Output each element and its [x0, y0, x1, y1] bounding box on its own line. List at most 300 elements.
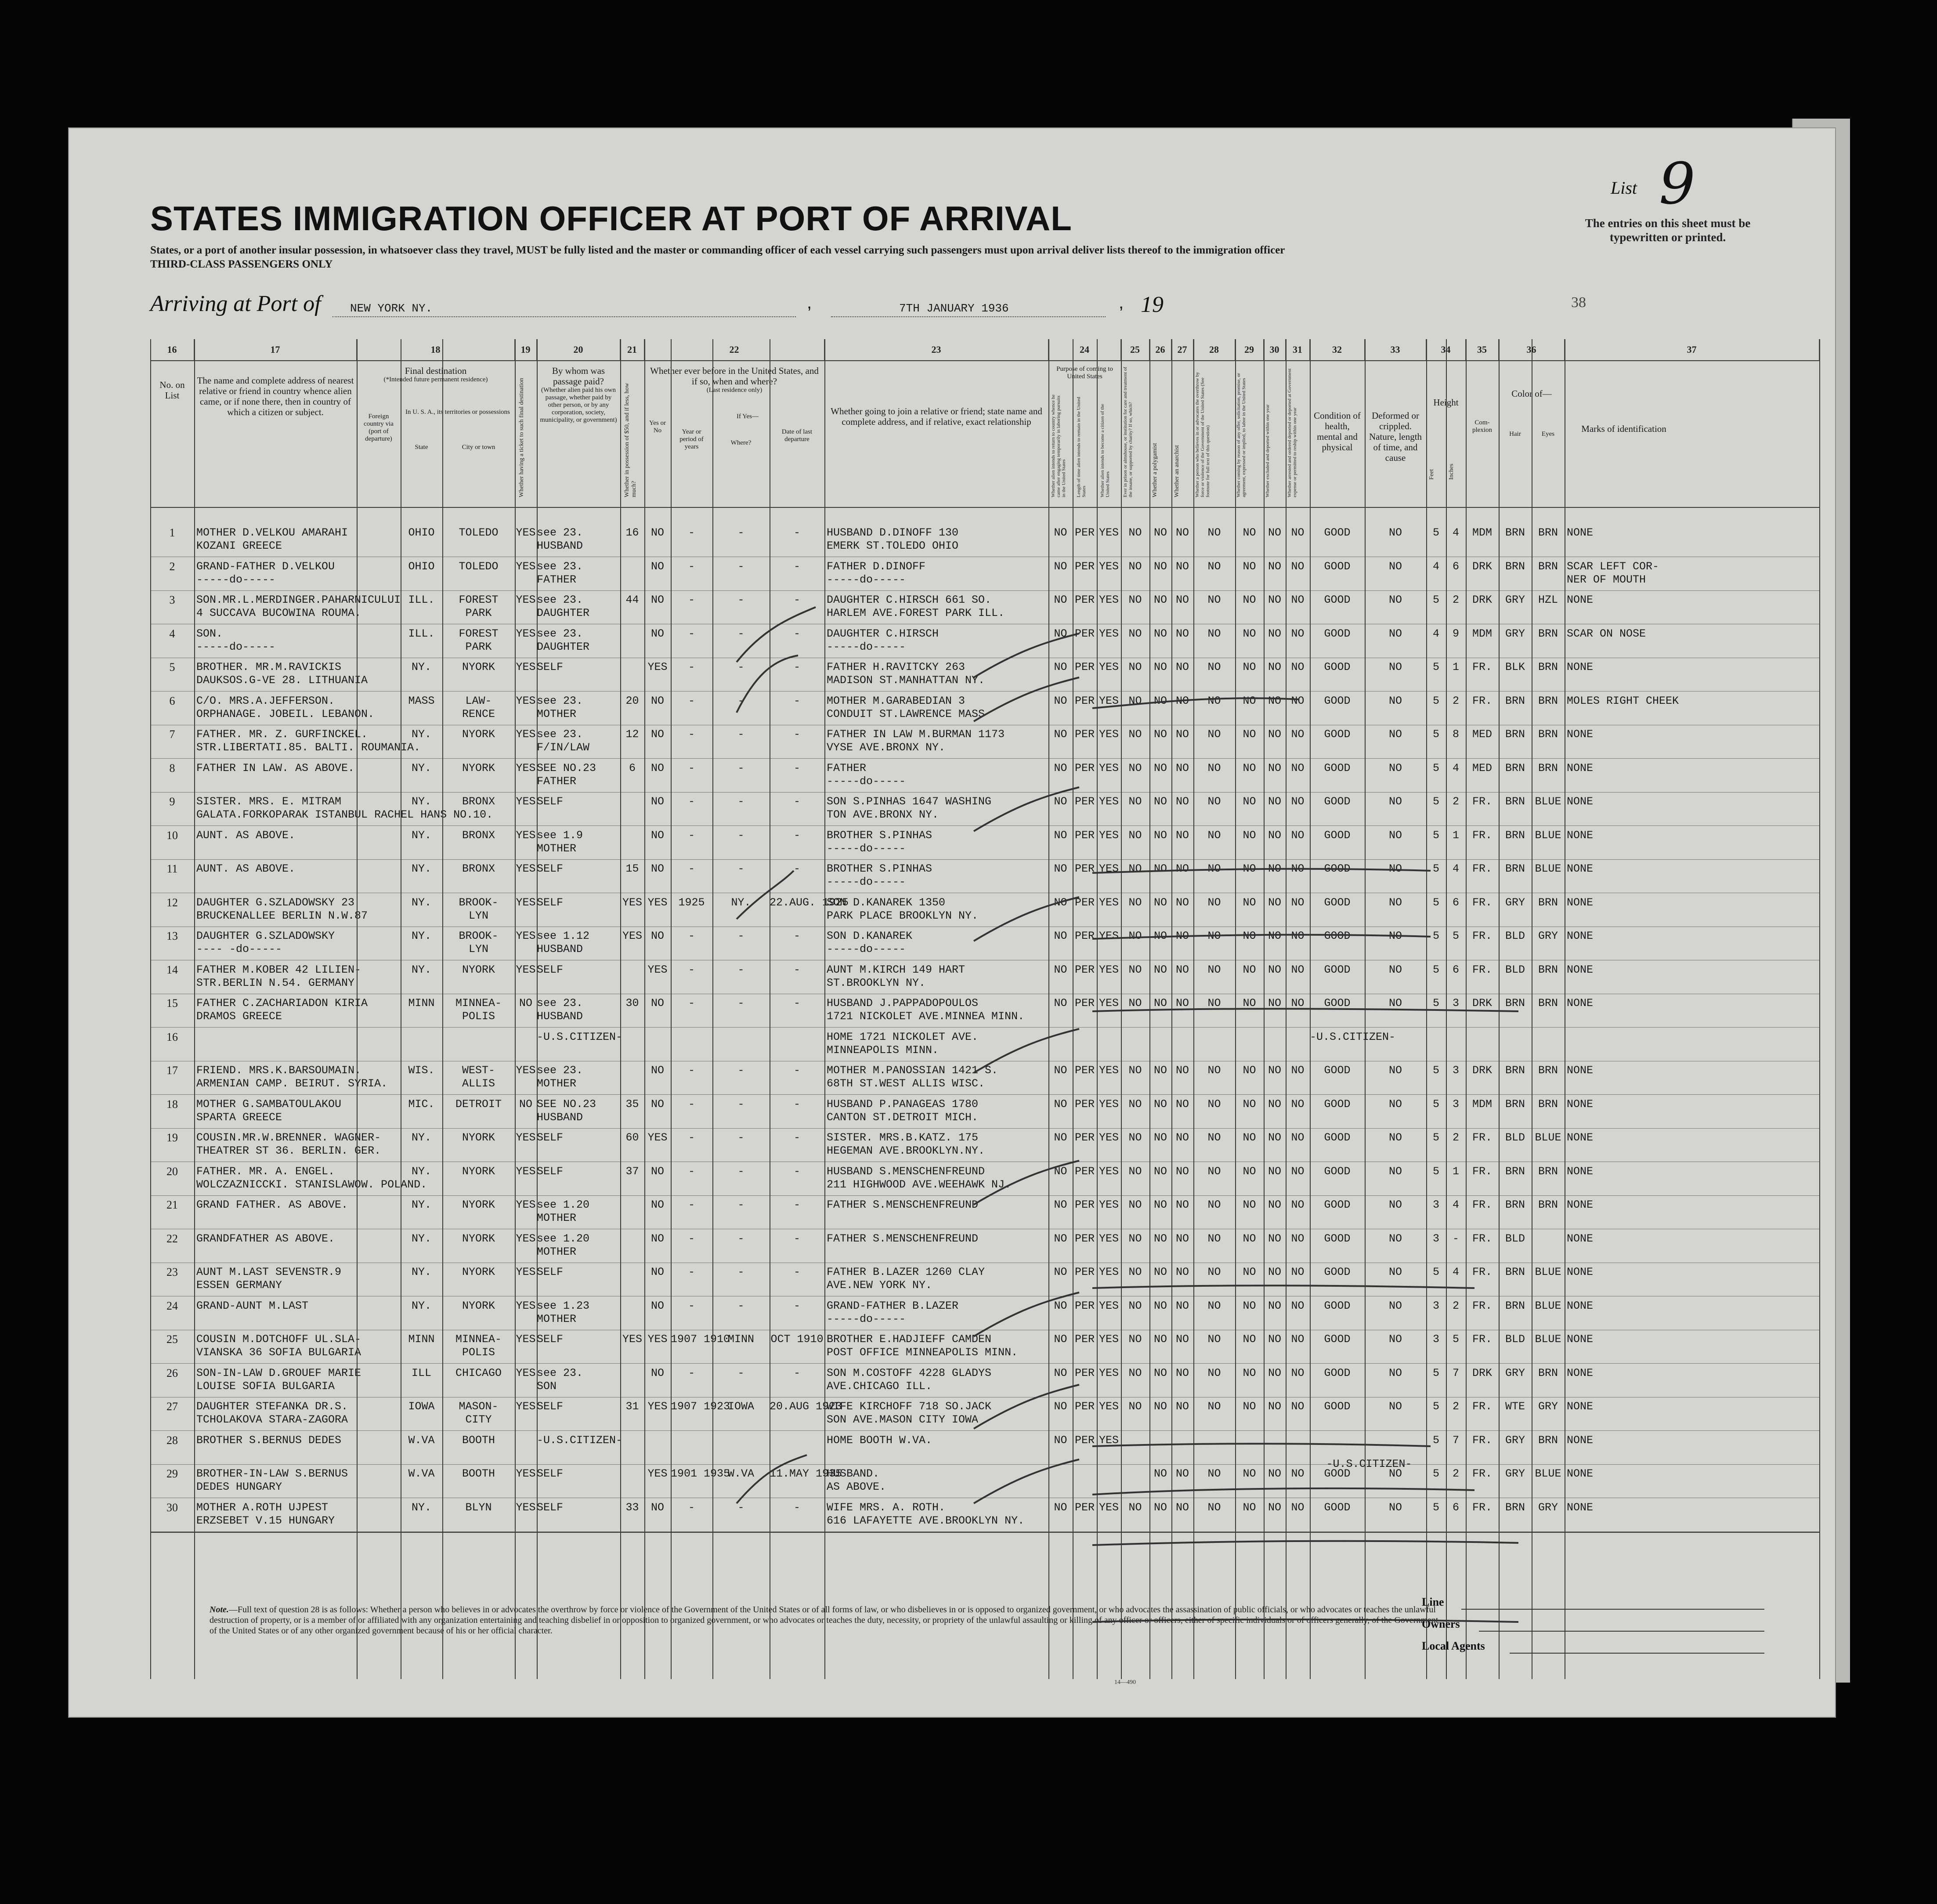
polygamist-answer: NO: [1153, 1097, 1167, 1111]
height-inches: 2: [1452, 795, 1459, 808]
passage-paid-by-line: HUSBAND: [537, 943, 583, 956]
col-foreign-country: Foreign country via (port of departure): [364, 413, 394, 442]
health-condition: GOOD: [1324, 829, 1351, 842]
prison-answer: NO: [1128, 694, 1142, 707]
question-28-answer: NO: [1207, 829, 1221, 842]
column-number: 23: [824, 339, 1048, 360]
prison-answer: NO: [1128, 829, 1142, 842]
polygamist-answer: NO: [1153, 1131, 1167, 1144]
height-feet: 5: [1432, 1467, 1439, 1480]
joining-relative: [827, 1162, 1048, 1196]
height-inches: 2: [1452, 1467, 1459, 1480]
question-29-answer: NO: [1243, 1366, 1256, 1379]
prison-answer: [1121, 1465, 1149, 1498]
row-number: 6: [169, 694, 175, 707]
column-number: 33: [1365, 339, 1426, 360]
col-inches: Inches: [1448, 463, 1455, 480]
money-amount: YES: [622, 930, 642, 942]
question-31-answer: NO: [1291, 997, 1305, 1010]
purpose-length: PER: [1074, 997, 1095, 1010]
identification-marks-line: NONE: [1567, 1064, 1594, 1077]
relative-abroad-line: AUNT. AS ABOVE.: [196, 829, 296, 842]
purpose-return: NO: [1054, 963, 1067, 976]
relative-abroad-line: ARMENIAN CAMP. BEIRUT. SYRIA.: [196, 1077, 388, 1090]
period-of-years: -: [688, 1097, 695, 1111]
money-amount: [620, 961, 644, 994]
destination-city-line: NYORK: [462, 761, 495, 775]
question-31-answer: NO: [1291, 526, 1305, 539]
anarchist-answer: NO: [1175, 694, 1189, 707]
destination-state: ILL: [411, 1366, 431, 1379]
purpose-length: PER: [1074, 963, 1095, 976]
column-number: 27: [1171, 339, 1193, 360]
column-number: 19: [515, 339, 537, 360]
passage-paid-by-line: see 23.: [537, 560, 583, 573]
relative-abroad-line: BROTHER S.BERNUS DEDES: [196, 1433, 342, 1447]
destination-city-line: CITY: [465, 1413, 492, 1426]
question-30-answer: NO: [1268, 795, 1281, 808]
last-departure: -: [793, 661, 800, 673]
identification-marks: [1567, 1095, 1685, 1129]
height-inches: 6: [1452, 963, 1459, 976]
question-31-answer: NO: [1291, 1165, 1305, 1178]
period-of-years: -: [688, 1266, 695, 1278]
health-condition: GOOD: [1324, 1232, 1351, 1245]
identification-marks-line: NONE: [1567, 1467, 1594, 1480]
purpose-return: NO: [1054, 795, 1067, 808]
purpose-return: NO: [1054, 761, 1067, 775]
purpose-length: [1073, 1465, 1097, 1498]
question-29-answer: [1235, 1431, 1264, 1465]
row-number: 29: [166, 1467, 178, 1480]
passage-paid-by-line: HUSBAND: [537, 1010, 583, 1023]
previous-residence: -: [737, 862, 744, 875]
joining-relative: [827, 826, 1048, 860]
destination-state: ILL.: [408, 627, 435, 640]
relative-abroad: [196, 826, 357, 860]
question-28-answer: [1193, 1431, 1235, 1465]
money-amount: [620, 625, 644, 658]
prison-answer: NO: [1128, 1165, 1142, 1178]
joining-relative: [827, 591, 1048, 624]
grid-column-line: [644, 339, 645, 1679]
joining-relative-line: SON D.KANAREK 1350: [827, 896, 946, 909]
relative-abroad-line: VIANSKA 36 SOFIA BULGARIA: [196, 1346, 361, 1359]
previous-residence: -: [737, 560, 744, 573]
question-29-answer: NO: [1243, 694, 1256, 707]
joining-relative: [827, 625, 1048, 658]
ticket-flag: YES: [516, 594, 536, 606]
destination-city-line: NYORK: [462, 728, 495, 741]
purpose-citizen: YES: [1099, 627, 1119, 640]
purpose-return: NO: [1054, 560, 1067, 573]
ticket-flag: YES: [516, 728, 536, 741]
arriving-label: Arriving at Port of: [150, 291, 321, 316]
relative-abroad: [196, 1129, 381, 1162]
destination-city-line: NYORK: [462, 661, 495, 673]
ticket-flag: YES: [516, 761, 536, 775]
joining-relative: [827, 557, 1048, 591]
hair-color: BRN: [1505, 795, 1525, 808]
anarchist-answer: NO: [1175, 1131, 1189, 1144]
money-amount: 15: [625, 862, 639, 875]
ticket-flag: YES: [516, 963, 536, 976]
destination-city-line: BOOTH: [462, 1433, 495, 1447]
hair-color: GRY: [1505, 1366, 1525, 1379]
question-31-answer: NO: [1291, 829, 1305, 842]
before-in-us: NO: [650, 1366, 664, 1379]
question-31-answer: NO: [1291, 1299, 1305, 1312]
purpose-return: NO: [1054, 829, 1067, 842]
ticket-flag: YES: [516, 1333, 536, 1346]
hair-color: WTE: [1505, 1400, 1525, 1413]
relative-abroad-line: AUNT. AS ABOVE.: [196, 862, 296, 875]
prison-answer: NO: [1128, 627, 1142, 640]
purpose-citizen: YES: [1099, 1501, 1119, 1514]
joining-relative-line: 211 HIGHWOOD AVE.WEEHAWK NJ.: [827, 1178, 1012, 1191]
relative-abroad: [196, 927, 357, 960]
passage-paid-by: [537, 860, 620, 893]
prison-answer: NO: [1128, 1232, 1142, 1245]
relative-abroad-line: SON-IN-LAW D.GROUEF MARIE: [196, 1366, 361, 1379]
destination-city-line: MINNEA-: [455, 997, 502, 1010]
polygamist-answer: NO: [1153, 1165, 1167, 1178]
money-amount: [620, 1230, 644, 1263]
question-30-answer: NO: [1268, 1467, 1281, 1480]
relative-abroad-line: MOTHER A.ROTH UJPEST: [196, 1501, 329, 1514]
height-feet: 5: [1432, 661, 1439, 673]
destination-state: W.VA: [408, 1433, 435, 1447]
hair-color: BRN: [1505, 761, 1525, 775]
row-number: 19: [166, 1131, 178, 1144]
destination-state: MIC.: [408, 1097, 435, 1111]
relative-abroad: [196, 692, 375, 725]
health-condition: GOOD: [1324, 761, 1351, 775]
separator: ,: [1119, 293, 1124, 312]
prison-answer: NO: [1128, 661, 1142, 673]
joining-relative: [827, 1061, 1048, 1095]
joining-relative-line: SON AVE.MASON CITY IOWA: [827, 1413, 979, 1426]
period-of-years: 1925: [678, 896, 705, 909]
joining-relative-line: -----do-----: [827, 943, 906, 956]
grid-column-line: [1235, 339, 1236, 1679]
passage-paid-by: [537, 826, 620, 860]
relative-abroad-line: BROTHER. MR.M.RAVICKIS: [196, 661, 342, 673]
purpose-citizen: YES: [1099, 1198, 1119, 1211]
purpose-return: NO: [1054, 1400, 1067, 1413]
last-departure: -: [793, 1097, 800, 1111]
before-in-us: [644, 1431, 671, 1465]
height-feet: 3: [1432, 1198, 1439, 1211]
joining-relative-line: MOTHER M.PANOSSIAN 1421 S.: [827, 1064, 998, 1077]
relative-abroad: [196, 1028, 357, 1061]
previous-residence: -: [737, 1501, 744, 1514]
relative-abroad: [196, 658, 368, 691]
joining-relative-line: AVE.CHICAGO ILL.: [827, 1379, 932, 1393]
period-of-years: -: [688, 930, 695, 942]
question-30-answer: NO: [1268, 761, 1281, 775]
row-number: 10: [166, 829, 178, 842]
before-in-us: YES: [647, 963, 668, 976]
complexion: FR.: [1472, 661, 1492, 673]
passage-paid-by-line: SELF: [537, 661, 564, 673]
ticket-flag: [515, 1431, 537, 1465]
question-29-answer: NO: [1243, 795, 1256, 808]
previous-residence: -: [737, 1232, 744, 1245]
height-feet: 5: [1432, 1501, 1439, 1514]
period-of-years: -: [688, 694, 695, 707]
previous-residence: -: [737, 829, 744, 842]
passage-paid-by: [537, 591, 620, 624]
eye-color: BRN: [1538, 896, 1558, 909]
previous-residence: -: [737, 930, 744, 942]
identification-marks-line: NONE: [1567, 1097, 1594, 1111]
ticket-flag: YES: [516, 661, 536, 673]
purpose-length: PER: [1074, 795, 1095, 808]
relative-abroad-line: AUNT M.LAST SEVENSTR.9: [196, 1266, 342, 1278]
previous-residence: [712, 1431, 770, 1465]
row-number: 30: [166, 1501, 178, 1514]
hair-color: GRY: [1505, 1467, 1525, 1480]
ticket-flag: [515, 1028, 537, 1061]
destination-city: [442, 1397, 515, 1431]
purpose-citizen: YES: [1099, 1433, 1119, 1447]
passage-paid-by: [537, 1431, 623, 1465]
question-28-answer: NO: [1207, 930, 1221, 942]
destination-city: [442, 658, 515, 691]
destination-city-line: NYORK: [462, 1232, 495, 1245]
anarchist-answer: NO: [1175, 661, 1189, 673]
question-30-answer: NO: [1268, 896, 1281, 909]
previous-residence: -: [737, 795, 744, 808]
identification-marks: [1567, 1364, 1685, 1397]
health-condition: GOOD: [1324, 1266, 1351, 1278]
deformity: NO: [1388, 526, 1402, 539]
joining-relative-line: -----do-----: [827, 876, 906, 888]
joining-relative-line: FATHER S.MENSCHENFREUND: [827, 1232, 979, 1245]
col-complexion: Com-plexion: [1472, 419, 1492, 434]
destination-city: [442, 1061, 515, 1095]
eye-color: BLUE: [1535, 1131, 1561, 1144]
relative-abroad-line: GRAND-AUNT M.LAST: [196, 1299, 309, 1312]
col-purpose: Purpose of coming to United States: [1056, 366, 1113, 380]
joining-relative: [827, 658, 1048, 691]
relative-abroad-line: DAUGHTER G.SZLADOWSKY 23: [196, 896, 355, 909]
health-condition: GOOD: [1324, 1131, 1351, 1144]
purpose-length: PER: [1074, 594, 1095, 606]
health-condition: GOOD: [1324, 1198, 1351, 1211]
hair-color: [1499, 1028, 1532, 1061]
last-departure: -: [793, 694, 800, 707]
question-31-answer: NO: [1291, 627, 1305, 640]
anarchist-answer: NO: [1175, 963, 1189, 976]
money-amount: [620, 658, 644, 691]
identification-marks: [1567, 1330, 1685, 1364]
height-inches: 2: [1452, 1400, 1459, 1413]
passage-paid-by: [537, 625, 620, 658]
period-of-years: -: [688, 661, 695, 673]
column-number: 22: [644, 339, 824, 360]
deformity: NO: [1388, 661, 1402, 673]
relative-abroad: [196, 961, 361, 994]
question-29-answer: NO: [1243, 1299, 1256, 1312]
polygamist-answer: NO: [1153, 930, 1167, 942]
last-departure: -: [793, 761, 800, 775]
polygamist-answer: NO: [1153, 728, 1167, 741]
question-28-answer: NO: [1207, 1097, 1221, 1111]
identification-marks: [1567, 625, 1685, 658]
health-condition: GOOD: [1324, 963, 1351, 976]
period-of-years: -: [688, 1501, 695, 1514]
health-condition: GOOD: [1324, 728, 1351, 741]
signature-rule: [1479, 1631, 1764, 1632]
column-number: 16: [150, 339, 194, 360]
last-departure: -: [793, 526, 800, 539]
destination-city: [442, 826, 515, 860]
purpose-return: NO: [1054, 627, 1067, 640]
destination-city-line: TOLEDO: [459, 526, 499, 539]
polygamist-answer: NO: [1153, 1266, 1167, 1278]
destination-city-line: BRONX: [462, 862, 495, 875]
passage-paid-by: [537, 1263, 620, 1296]
eye-color: BRN: [1538, 526, 1558, 539]
eye-color: BRN: [1538, 661, 1558, 673]
col-date-departure: Date of last departure: [781, 428, 813, 443]
question-29-answer: NO: [1243, 930, 1256, 942]
identification-marks: [1567, 692, 1685, 725]
complexion: FR.: [1472, 1467, 1492, 1480]
purpose-citizen: YES: [1099, 1097, 1119, 1111]
height-inches: 4: [1452, 526, 1459, 539]
relative-abroad-line: FATHER C.ZACHARIADON KIRIA: [196, 997, 368, 1010]
purpose-length: PER: [1074, 930, 1095, 942]
complexion: DRK: [1472, 594, 1492, 606]
question-31-answer: [1286, 1028, 1310, 1061]
ticket-flag: YES: [516, 560, 536, 573]
previous-residence: -: [737, 1165, 744, 1178]
joining-relative-line: AVE.NEW YORK NY.: [827, 1279, 932, 1292]
period-of-years: -: [688, 963, 695, 976]
health-condition: GOOD: [1324, 627, 1351, 640]
previous-residence: IOWA: [727, 1400, 754, 1413]
question-30-answer: NO: [1268, 1400, 1281, 1413]
col-deformed: Deformed or crippled. Nature, length of time, and cause: [1369, 410, 1422, 463]
period-of-years: 1901 1935: [671, 1467, 730, 1480]
row-number: 22: [166, 1232, 178, 1245]
question-31-answer: NO: [1291, 761, 1305, 775]
question-31-answer: NO: [1291, 1501, 1305, 1514]
identification-marks-line: NONE: [1567, 594, 1594, 606]
previous-residence: -: [737, 761, 744, 775]
last-departure: -: [793, 1501, 800, 1514]
purpose-return: NO: [1054, 728, 1067, 741]
destination-state: NY.: [411, 896, 431, 909]
relative-abroad-line: FATHER M.KOBER 42 LILIEN-: [196, 963, 361, 976]
last-departure: [770, 1431, 824, 1465]
grid-column-line: [537, 339, 538, 1679]
height-inches: 4: [1452, 862, 1459, 875]
question-29-answer: NO: [1243, 1333, 1256, 1346]
destination-city: [442, 725, 515, 759]
height-feet: 5: [1432, 963, 1439, 976]
relative-abroad-line: -----do-----: [196, 573, 276, 586]
column-number: 25: [1121, 339, 1149, 360]
passage-paid-by-line: see 1.9: [537, 829, 583, 842]
ticket-flag: YES: [516, 1467, 536, 1480]
passage-paid-by: [537, 725, 620, 759]
polygamist-answer: NO: [1153, 1501, 1167, 1514]
before-in-us: NO: [650, 1501, 664, 1514]
question-31-answer: NO: [1291, 694, 1305, 707]
question-31-answer: NO: [1291, 1064, 1305, 1077]
purpose-return: NO: [1054, 594, 1067, 606]
purpose-return: NO: [1054, 896, 1067, 909]
row-number: 5: [169, 661, 175, 673]
money-amount: [620, 1028, 644, 1061]
destination-state: NY.: [411, 795, 431, 808]
joining-relative-line: -----do-----: [827, 573, 906, 586]
previous-residence: -: [737, 1097, 744, 1111]
destination-city-line: POLIS: [462, 1010, 495, 1023]
before-in-us: NO: [650, 1097, 664, 1111]
destination-city: [442, 1129, 515, 1162]
joining-relative-line: HOME BOOTH W.VA.: [827, 1433, 932, 1447]
passage-paid-by: [537, 1465, 620, 1498]
purpose-citizen: YES: [1099, 1064, 1119, 1077]
destination-state: NY.: [411, 930, 431, 942]
anarchist-answer: NO: [1175, 1501, 1189, 1514]
passage-paid-by-line: see 23.: [537, 694, 583, 707]
passage-paid-by: [537, 1330, 620, 1364]
deformity: NO: [1388, 997, 1402, 1010]
column-number: 35: [1466, 339, 1499, 360]
period-of-years: -: [688, 1165, 695, 1178]
height-feet: 5: [1432, 728, 1439, 741]
passage-paid-by-line: SEE NO.23: [537, 1097, 596, 1111]
period-of-years: -: [688, 1299, 695, 1312]
row-number: 24: [166, 1299, 178, 1312]
identification-marks-line: NONE: [1567, 997, 1594, 1010]
passage-paid-by-line: SELF: [537, 1467, 564, 1480]
joining-relative: [827, 1230, 1048, 1263]
relative-abroad-line: STR.LIBERTATI.85. BALTI. ROUMANIA.: [196, 741, 421, 754]
col-health: Condition of health, mental and physical: [1314, 410, 1361, 452]
row-number: 12: [166, 896, 178, 909]
health-condition: GOOD: [1324, 1333, 1351, 1346]
last-departure: -: [793, 1366, 800, 1379]
grid-column-line: [1264, 339, 1265, 1679]
deformity: NO: [1388, 1131, 1402, 1144]
final-destination-note: (*Intended future permanent residence): [383, 376, 488, 383]
identification-marks: [1567, 1028, 1685, 1061]
health-condition: GOOD: [1324, 1064, 1351, 1077]
ticket-flag: YES: [516, 1501, 536, 1514]
before-in-us: NO: [650, 694, 664, 707]
before-in-us: NO: [650, 862, 664, 875]
money-amount: 6: [629, 761, 636, 775]
prison-answer: [1121, 1028, 1149, 1061]
complexion: MDM: [1472, 526, 1492, 539]
col-q31: Whether arrested and ordered deported or deported at Government expense or permitted to reship within one year: [1287, 368, 1297, 497]
prison-answer: NO: [1128, 930, 1142, 942]
purpose-length: PER: [1074, 627, 1095, 640]
grid-column-line: [1365, 339, 1366, 1679]
row-number: 8: [169, 761, 175, 775]
hair-color: BRN: [1505, 1097, 1525, 1111]
passage-paid-by-line: SELF: [537, 1131, 564, 1144]
height-feet: [1426, 1028, 1446, 1061]
passage-paid-by: [537, 1230, 620, 1263]
